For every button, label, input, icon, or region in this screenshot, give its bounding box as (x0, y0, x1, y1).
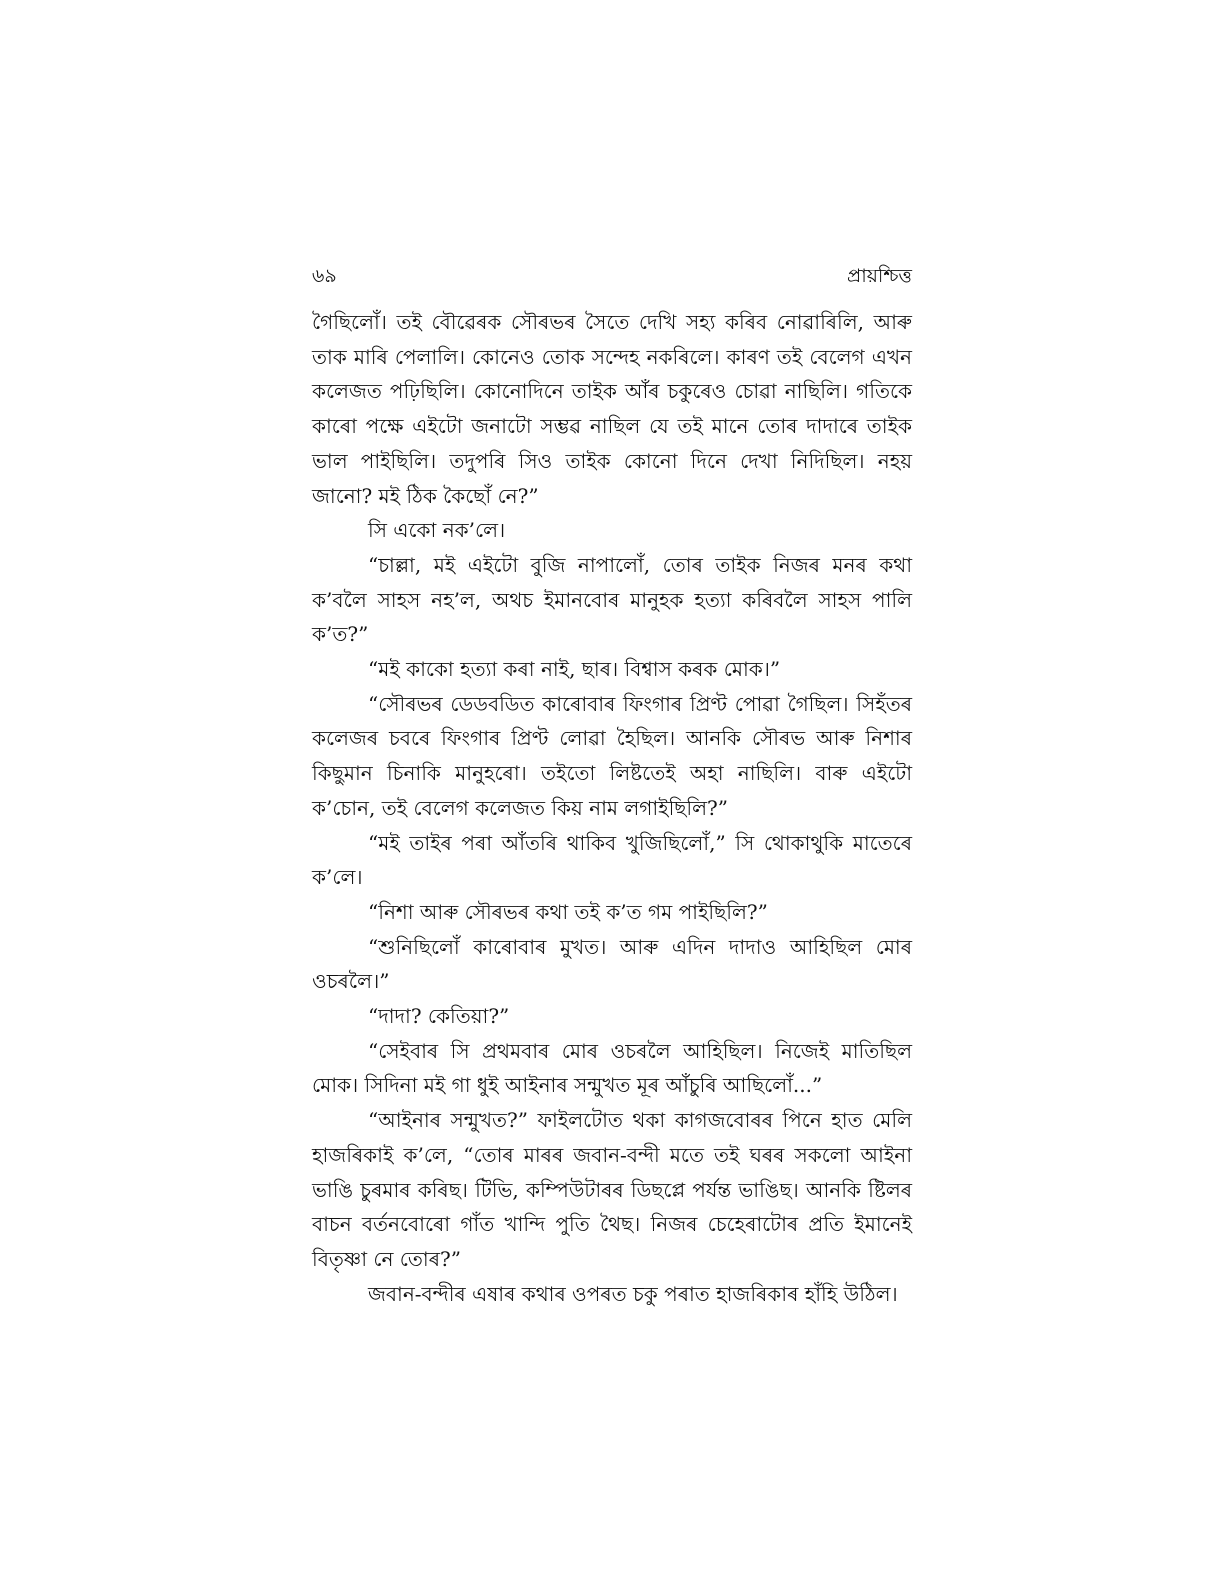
paragraph-continued: গৈছিলোঁ। তই বৌৱেৰক সৌৰভৰ সৈতে দেখি সহ্য কৰিব নোৱাৰিলি, আৰু তাক মাৰি পেলালি। কোনেও তোক সন্দেহ নকৰিলে। কাৰণ তই বেলেগ এখন কলেজত পঢ়িছিলি। কোনোদিনে তাইক আঁৰ চকুৰেও চোৱা নাছিলি। গতিকে কাৰো পক্ষে এইটো জনাটো সম্ভৱ নাছিল যে তই মানে তোৰ দাদাৰে তাইক ভাল পাইছিলি। তদুপৰি সিও তাইক কোনো দিনে দেখা নিদিছিল। নহয় জানো? মই ঠিক কৈছোঁ নে?” (312, 310, 912, 508)
page-number: ৬৯ (312, 265, 337, 287)
paragraph: “শুনিছিলোঁ কাৰোবাৰ মুখত। আৰু এদিন দাদাও আহিছিল মোৰ ওচৰলৈ।” (312, 934, 912, 994)
paragraph: “মই তাইৰ পৰা আঁতৰি থাকিব খুজিছিলোঁ,” সি থোকাথুকি মাতেৰে ক’লে। (312, 830, 912, 890)
page-header (312, 262, 912, 292)
paragraph: জবান-বন্দীৰ এষাৰ কথাৰ ওপৰত চকু পৰাত হাজৰিকাৰ হাঁহি উঠিল। (368, 1281, 898, 1306)
body-text (312, 305, 912, 1311)
paragraph: “মই কাকো হত্যা কৰা নাই, ছাৰ। বিশ্বাস কৰক মোক।” (368, 657, 781, 682)
paragraph: সি একো নক’লে। (368, 518, 506, 543)
paragraph: “নিশা আৰু সৌৰভৰ কথা তই ক’ত গম পাইছিলি?” (368, 899, 768, 924)
paragraph: “আইনাৰ সন্মুখত?” ফাইলটোত থকা কাগজবোৰৰ পিনে হাত মেলি হাজৰিকাই ক’লে, “তোৰ মাৰৰ জবান-বন্দী মতে তই ঘৰৰ সকলো আইনা ভাঙি চুৰমাৰ কৰিছ। টিভি, কম্পিউটাৰৰ ডিছপ্লে পৰ্যন্ত ভাঙিছ। আনকি ষ্টিলৰ বাচন বৰ্তনবোৰো গাঁত খান্দি পুতি থৈছ। নিজৰ চেহেৰাটোৰ প্ৰতি ইমানেই বিতৃষ্ণা নে তোৰ?” (312, 1108, 912, 1271)
paragraph: “দাদা? কেতিয়া?” (368, 1004, 510, 1029)
running-title: প্ৰায়শ্চিত্ত (847, 265, 912, 287)
paragraph: “চাল্লা, মই এইটো বুজি নাপালোঁ, তোৰ তাইক নিজৰ মনৰ কথা ক’বলৈ সাহস নহ’ল, অথচ ইমানবোৰ মানুহক হত্যা কৰিবলৈ সাহস পালি ক’ত?” (312, 552, 912, 647)
paragraph: “সৌৰভৰ ডেডবডিত কাৰোবাৰ ফিংগাৰ প্ৰিণ্ট পোৱা গৈছিল। সিহঁতৰ কলেজৰ চবৰে ফিংগাৰ প্ৰিণ্ট লোৱা হৈছিল। আনকি সৌৰভ আৰু নিশাৰ কিছুমান চিনাকি মানুহৰো। তইতো লিষ্টতেই অহা নাছিলি। বাৰু এইটো ক’চোন, তই বেলেগ কলেজত কিয় নাম লগাইছিলি?” (312, 691, 912, 820)
paragraph: “সেইবাৰ সি প্ৰথমবাৰ মোৰ ওচৰলৈ আহিছিল। নিজেই মাতিছিল মোক। সিদিনা মই গা ধুই আইনাৰ সন্মুখত মূৰ আঁচুৰি আছিলোঁ...” (312, 1038, 912, 1098)
